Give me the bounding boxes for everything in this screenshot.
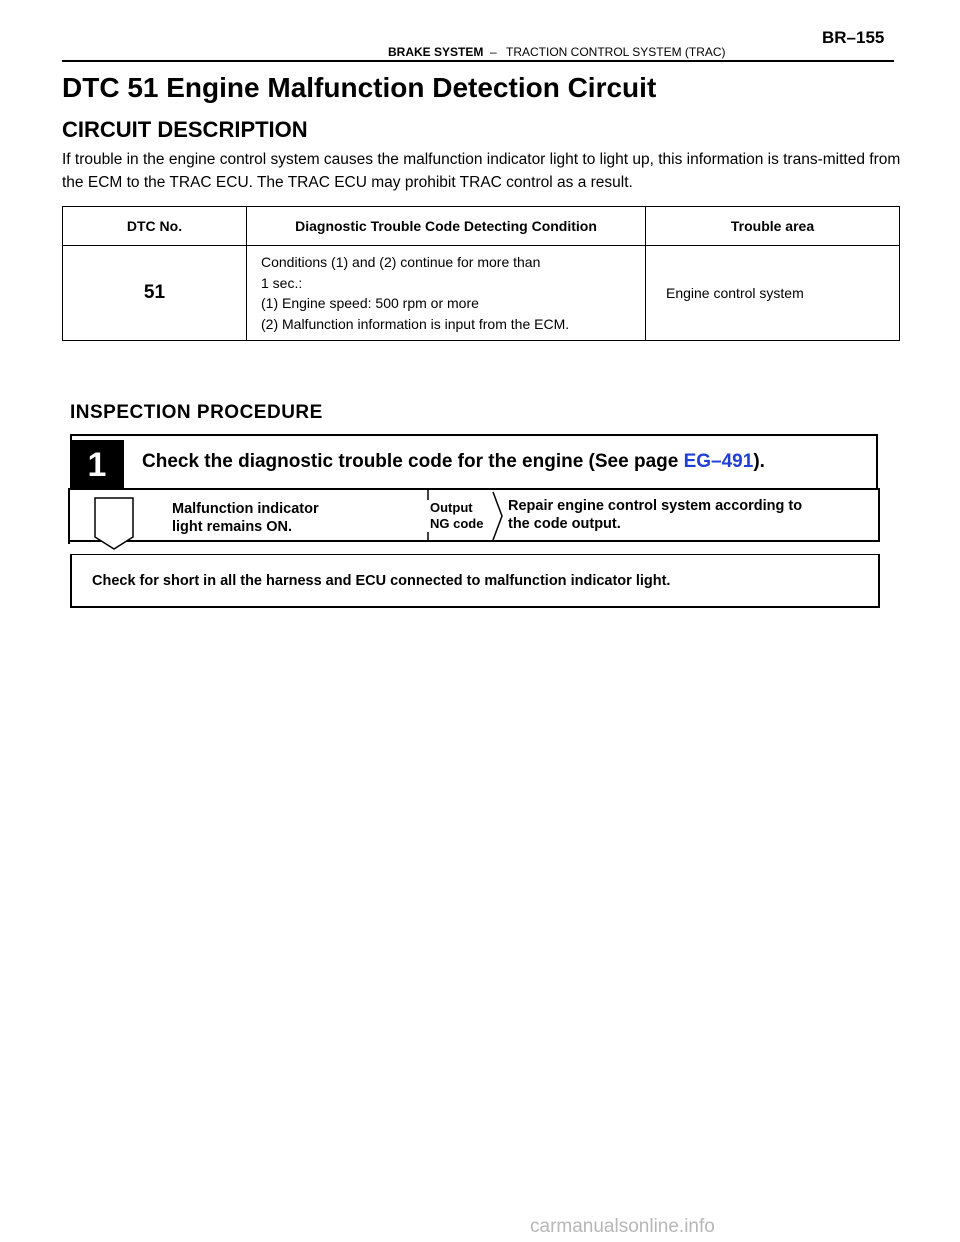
result-row-right-edge [878, 488, 880, 542]
header-subsection: TRACTION CONTROL SYSTEM (TRAC) [506, 45, 726, 59]
result-condition-line: light remains ON. [172, 519, 293, 535]
result-row-left-edge [68, 488, 70, 544]
condition-line: (2) Malfunction information is input from the ECM. [261, 315, 570, 332]
dtc-header-area: Trouble area [646, 207, 900, 246]
circuit-description-heading: CIRCUIT DESCRIPTION [62, 117, 308, 142]
table-row [63, 246, 900, 341]
header-rule [62, 60, 894, 62]
step-text-after: ). [753, 451, 765, 472]
inspection-procedure-heading: INSPECTION PROCEDURE [70, 402, 323, 423]
header-section: BRAKE SYSTEM [388, 45, 484, 59]
step-text-before: Check the diagnostic trouble code for the engine (See page [142, 451, 684, 472]
dtc-header-condition: Diagnostic Trouble Code Detecting Condition [247, 207, 646, 246]
arrow-right-icon [492, 490, 504, 542]
result-condition [172, 500, 319, 536]
step-text [142, 451, 765, 473]
dtc-header-no: DTC No. [63, 207, 247, 246]
result-condition-line: Malfunction indicator [172, 501, 319, 517]
dtc-condition [247, 246, 646, 341]
result-output-line: Output [430, 500, 473, 515]
condition-line: 1 sec.: [261, 274, 303, 291]
result-action [508, 497, 802, 533]
page-title: DTC 51 Engine Malfunction Detection Circuit [62, 72, 657, 103]
result-output [430, 500, 483, 532]
condition-line: (1) Engine speed: 500 rpm or more [261, 295, 479, 311]
step-number-badge: 1 [70, 440, 124, 490]
circuit-description-text: If trouble in the engine control system causes the malfunction indicator light to light up, this information is trans-mitted from the ECM to the TRAC ECU. The TRAC ECU may prohibit TRAC control as a result. [62, 151, 901, 191]
result-action-line: Repair engine control system according to [508, 498, 803, 514]
header-dash: – [490, 45, 497, 59]
dtc-table-header-row [63, 207, 900, 246]
next-step-text: Check for short in all the harness and ECU connected to malfunction indicator light. [92, 573, 671, 589]
dtc-trouble-area: Engine control system [646, 246, 900, 341]
condition-line: Conditions (1) and (2) continue for more than [261, 254, 541, 270]
page-number: BR–155 [822, 28, 885, 47]
result-pointer-icon [94, 497, 134, 551]
result-action-line: the code output. [508, 516, 621, 532]
result-output-line: NG code [430, 516, 484, 531]
dtc-code: 51 [63, 246, 247, 341]
page-reference-link[interactable]: EG–491 [683, 451, 754, 472]
dtc-table [62, 206, 900, 341]
watermark: carmanualsonline.info [530, 1216, 715, 1237]
